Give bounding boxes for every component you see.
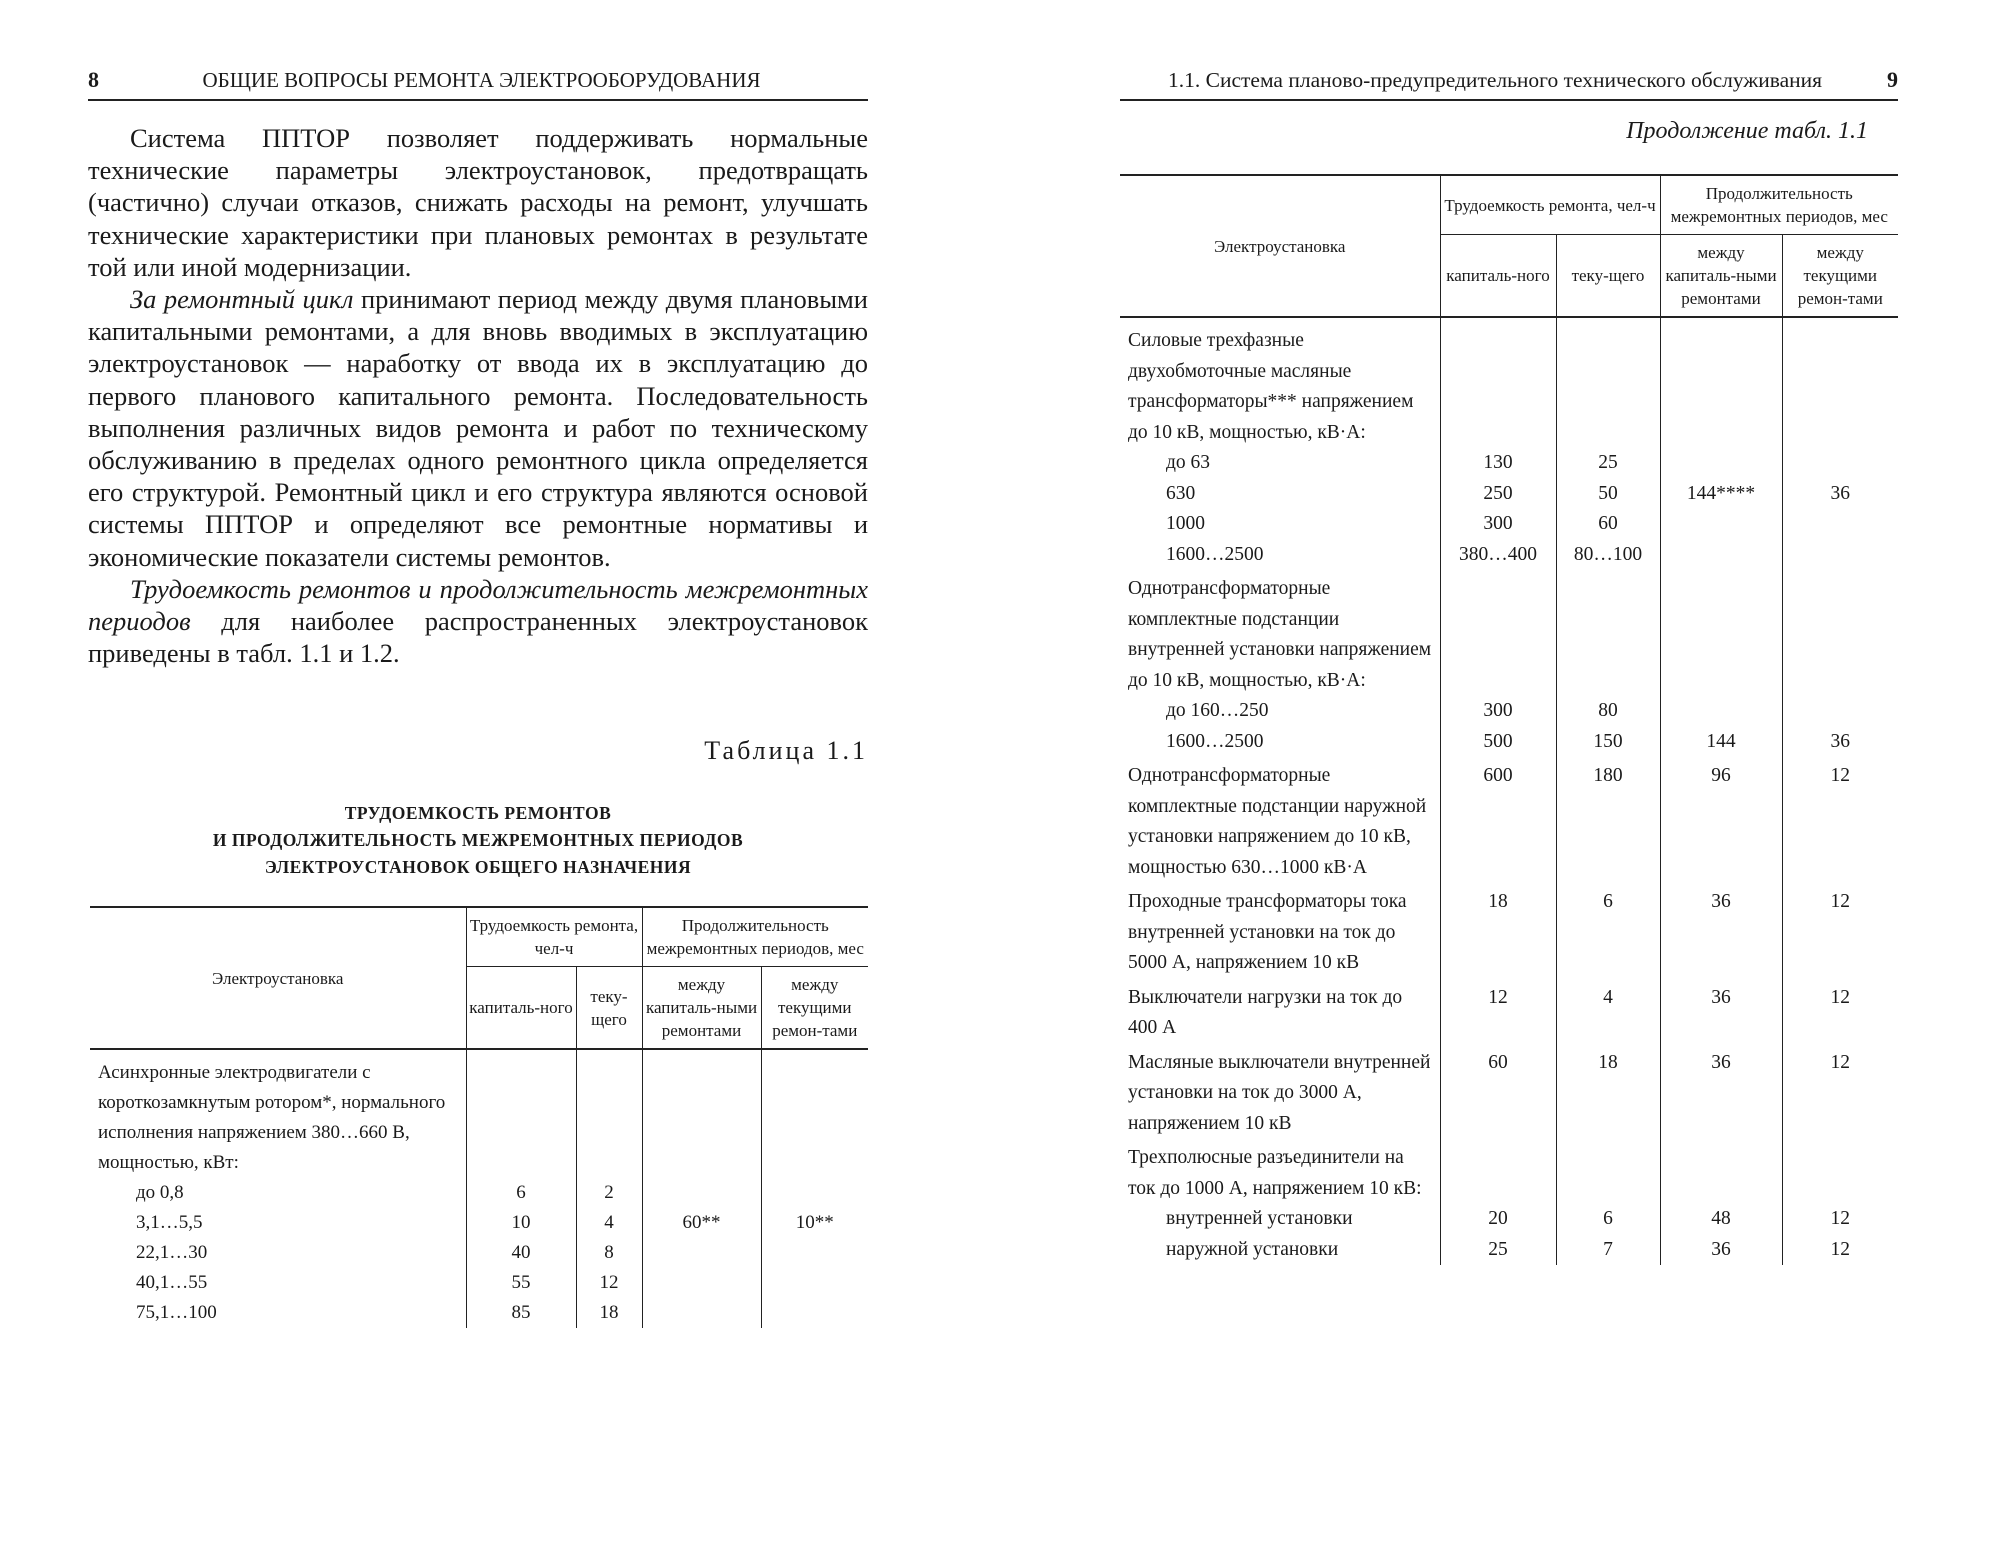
table-title-line-3: ЭЛЕКТРОУСТАНОВОК ОБЩЕГО НАЗНАЧЕНИЯ bbox=[264, 857, 692, 877]
cell-between-capital: 36 bbox=[1660, 979, 1782, 1044]
cell-between-current: 36 bbox=[1782, 479, 1898, 510]
cell-name: внутренней установки bbox=[1166, 1208, 1353, 1229]
cell-name: 75,1…100 bbox=[136, 1302, 217, 1323]
cell-between-current: 10** bbox=[761, 1208, 868, 1238]
cell-capital: 12 bbox=[1440, 979, 1556, 1044]
cell-between-current: 36 bbox=[1782, 727, 1898, 758]
cell-capital: 6 bbox=[466, 1178, 576, 1208]
cell-current: 4 bbox=[576, 1208, 642, 1238]
running-head-title-left: ОБЩИЕ ВОПРОСЫ РЕМОНТА ЭЛЕКТРООБОРУДОВАНИЯ bbox=[202, 68, 761, 92]
col-header-between-current: между текущими ремон-тами bbox=[761, 967, 868, 1050]
cell-between-current: 12 bbox=[1782, 757, 1898, 883]
cell-current: 6 bbox=[1556, 1204, 1660, 1235]
cell-name: 1600…2500 bbox=[1166, 730, 1264, 752]
cell-between-current: 12 bbox=[1782, 883, 1898, 979]
cell-name: 3,1…5,5 bbox=[136, 1212, 203, 1233]
cell-name: Однотрансформаторные комплектные подстанции наружной установки напряжением до 10 кВ, мощностью 630…1000 кВ·А bbox=[1128, 765, 1427, 878]
cell-capital: 300 bbox=[1440, 696, 1556, 727]
cell-current: 7 bbox=[1556, 1235, 1660, 1266]
col-header-between-capital: между капиталь-ными ремонтами bbox=[1660, 235, 1782, 318]
cell-between-current: 12 bbox=[1782, 1044, 1898, 1140]
cell-between-capital: 96 bbox=[1660, 757, 1782, 883]
cell-between-capital: 36 bbox=[1660, 1235, 1782, 1266]
cell-current: 150 bbox=[1556, 727, 1660, 758]
table-row bbox=[1120, 1139, 1898, 1204]
paragraph-3-text: для наиболее распространенных электроустановок приведены в табл. 1.1 и 1.2. bbox=[88, 606, 868, 669]
cell-name: до 160…250 bbox=[1166, 700, 1269, 721]
cell-between-capital: 60** bbox=[642, 1208, 761, 1238]
cell-capital: 25 bbox=[1440, 1235, 1556, 1266]
right-running-head bbox=[1120, 66, 1898, 94]
table-row bbox=[90, 1268, 868, 1298]
cell-current: 6 bbox=[1556, 883, 1660, 979]
table-label: Таблица 1.1 bbox=[704, 736, 868, 765]
col-header-current: теку-щего bbox=[1556, 235, 1660, 318]
cell-current: 80…100 bbox=[1556, 540, 1660, 571]
table-row bbox=[90, 1178, 868, 1208]
cell-name: Масляные выключатели внутренней установки на ток до 3000 А, напряжением 10 кВ bbox=[1128, 1051, 1431, 1134]
col-header-capital: капиталь-ного bbox=[466, 967, 576, 1050]
col-header-labor: Трудоемкость ремонта, чел-ч bbox=[1440, 175, 1660, 235]
col-header-capital: капиталь-ного bbox=[1440, 235, 1556, 318]
cell-name: Проходные трансформаторы тока внутренней установки на ток до 5000 А, напряжением 10 кВ bbox=[1128, 891, 1407, 973]
cell-between-capital: 36 bbox=[1660, 1044, 1782, 1140]
cell-current: 18 bbox=[1556, 1044, 1660, 1140]
cell-capital: 85 bbox=[466, 1298, 576, 1328]
cell-current: 2 bbox=[576, 1178, 642, 1208]
cell-between-current: 12 bbox=[1782, 1235, 1898, 1266]
body-text bbox=[88, 122, 868, 669]
table-row bbox=[1120, 570, 1898, 696]
running-head-title-right: 1.1. Система планово-предупредительного технического обслуживания bbox=[1168, 68, 1823, 92]
cell-current: 180 bbox=[1556, 757, 1660, 883]
cell-capital: 300 bbox=[1440, 509, 1556, 540]
paragraph-2 bbox=[88, 283, 868, 573]
table-1-1-continued bbox=[1120, 174, 1898, 1265]
cell-current: 4 bbox=[1556, 979, 1660, 1044]
left-running-head bbox=[88, 66, 761, 94]
cell-capital: 10 bbox=[466, 1208, 576, 1238]
paragraph-1: Система ППТОР позволяет поддерживать нормальные технические параметры электроустановок, предотвращать (частично) случаи отказов, снижать расходы на ремонт, улучшать технические характеристики при плановых ремонтах в результате той или иной модернизации. bbox=[88, 123, 868, 282]
col-header-installation: Электроустановка bbox=[1120, 175, 1440, 317]
col-header-between-current: между текущими ремон-тами bbox=[1782, 235, 1898, 318]
cell-between-current: 12 bbox=[1782, 979, 1898, 1044]
table-row bbox=[90, 1049, 868, 1178]
cell-between-capital: 36 bbox=[1660, 883, 1782, 979]
table-row bbox=[90, 1298, 868, 1328]
row-group-title: Однотрансформаторные комплектные подстанции внутренней установки напряжением до 10 кВ, мощностью, кВ·А: bbox=[1128, 578, 1432, 691]
table-title bbox=[88, 800, 868, 881]
table-row bbox=[90, 1208, 868, 1238]
table-row bbox=[1120, 509, 1898, 540]
table-row bbox=[1120, 1235, 1898, 1266]
cell-name: 1600…2500 bbox=[1166, 543, 1264, 565]
table-row bbox=[1120, 448, 1898, 479]
page-number-left: 8 bbox=[88, 67, 99, 92]
cell-capital: 250 bbox=[1440, 479, 1556, 510]
cell-current: 25 bbox=[1556, 448, 1660, 479]
cell-capital: 20 bbox=[1440, 1204, 1556, 1235]
table-row bbox=[1120, 979, 1898, 1044]
continuation-label: Продолжение табл. 1.1 bbox=[1626, 118, 1868, 144]
cell-between-current: 12 bbox=[1782, 1204, 1898, 1235]
col-header-current: теку-щего bbox=[576, 967, 642, 1050]
cell-capital: 40 bbox=[466, 1238, 576, 1268]
table-row bbox=[1120, 883, 1898, 979]
table-1-1 bbox=[90, 906, 868, 1328]
col-header-between-capital: между капиталь-ными ремонтами bbox=[642, 967, 761, 1050]
row-group-title: Трехполюсные разъединители на ток до 1000 А, напряжением 10 кВ: bbox=[1128, 1147, 1422, 1199]
paragraph-2-text: принимают период между двумя плановыми капитальными ремонтами, а для вновь вводимых в эксплуатацию электроустановок — наработку от ввода их в эксплуатацию до первого планового капитального ремонта. Последовательность выполнения различных видов ремонта и работ по техническому обслуживанию в пределах одного ремонтного цикла определяется его структурой. Ремонтный цикл и его структура являются основой системы ППТОР и определяют все ремонтные нормативы и экономические показатели системы ремонтов. bbox=[88, 284, 868, 572]
cell-name: 22,1…30 bbox=[136, 1242, 208, 1263]
cell-current: 12 bbox=[576, 1268, 642, 1298]
cell-current: 18 bbox=[576, 1298, 642, 1328]
cell-current: 50 bbox=[1556, 479, 1660, 510]
row-group-title: Силовые трехфазные двухобмоточные масляные трансформаторы*** напряжением до 10 кВ, мощностью, кВ·А: bbox=[1128, 330, 1414, 443]
table-row bbox=[1120, 1044, 1898, 1140]
table-row bbox=[1120, 727, 1898, 758]
table-row bbox=[1120, 479, 1898, 510]
cell-current: 60 bbox=[1556, 509, 1660, 540]
term-labor-intensity: Трудоемкость ремонтов и продолжительность межремонтных периодов bbox=[88, 573, 868, 637]
table-row bbox=[1120, 1204, 1898, 1235]
cell-capital: 380…400 bbox=[1440, 540, 1556, 571]
paragraph-3 bbox=[88, 573, 868, 670]
cell-name: наружной установки bbox=[1166, 1238, 1339, 1260]
col-header-duration: Продолжительность межремонтных периодов, мес bbox=[642, 907, 868, 967]
term-repair-cycle: За ремонтный цикл bbox=[130, 284, 354, 315]
cell-name: 40,1…55 bbox=[136, 1272, 208, 1293]
table-row bbox=[90, 1238, 868, 1268]
row-group-title: Асинхронные электродвигатели с короткозамкнутым ротором*, нормального исполнения напряжением 380…660 В, мощностью, кВт: bbox=[98, 1062, 446, 1173]
table-title-line-2: И ПРОДОЛЖИТЕЛЬНОСТЬ МЕЖРЕМОНТНЫХ ПЕРИОДОВ bbox=[212, 830, 744, 850]
cell-capital: 130 bbox=[1440, 448, 1556, 479]
cell-name: 630 bbox=[1166, 482, 1196, 504]
cell-capital: 600 bbox=[1440, 757, 1556, 883]
col-header-installation: Электроустановка bbox=[90, 907, 466, 1049]
cell-name: до 63 bbox=[1166, 452, 1211, 473]
cell-capital: 18 bbox=[1440, 883, 1556, 979]
cell-capital: 60 bbox=[1440, 1044, 1556, 1140]
table-row bbox=[1120, 757, 1898, 883]
cell-between-capital: 144 bbox=[1660, 727, 1782, 758]
cell-current: 8 bbox=[576, 1238, 642, 1268]
table-title-line-1: ТРУДОЕМКОСТЬ РЕМОНТОВ bbox=[344, 803, 612, 823]
col-header-duration: Продолжительность межремонтных периодов, мес bbox=[1660, 175, 1898, 235]
cell-name: до 0,8 bbox=[136, 1182, 184, 1203]
cell-name: Выключатели нагрузки на ток до 400 А bbox=[1128, 986, 1403, 1038]
table-row bbox=[1120, 540, 1898, 571]
header-rule-left bbox=[88, 99, 868, 101]
col-header-labor: Трудоемкость ремонта, чел-ч bbox=[466, 907, 642, 967]
table-row bbox=[1120, 317, 1898, 448]
cell-capital: 500 bbox=[1440, 727, 1556, 758]
header-rule-right bbox=[1120, 99, 1898, 101]
cell-between-capital: 144**** bbox=[1660, 479, 1782, 510]
cell-name: 1000 bbox=[1166, 513, 1205, 534]
cell-capital: 55 bbox=[466, 1268, 576, 1298]
cell-between-capital: 48 bbox=[1660, 1204, 1782, 1235]
cell-current: 80 bbox=[1556, 696, 1660, 727]
table-row bbox=[1120, 696, 1898, 727]
page-number-right: 9 bbox=[1887, 67, 1898, 92]
